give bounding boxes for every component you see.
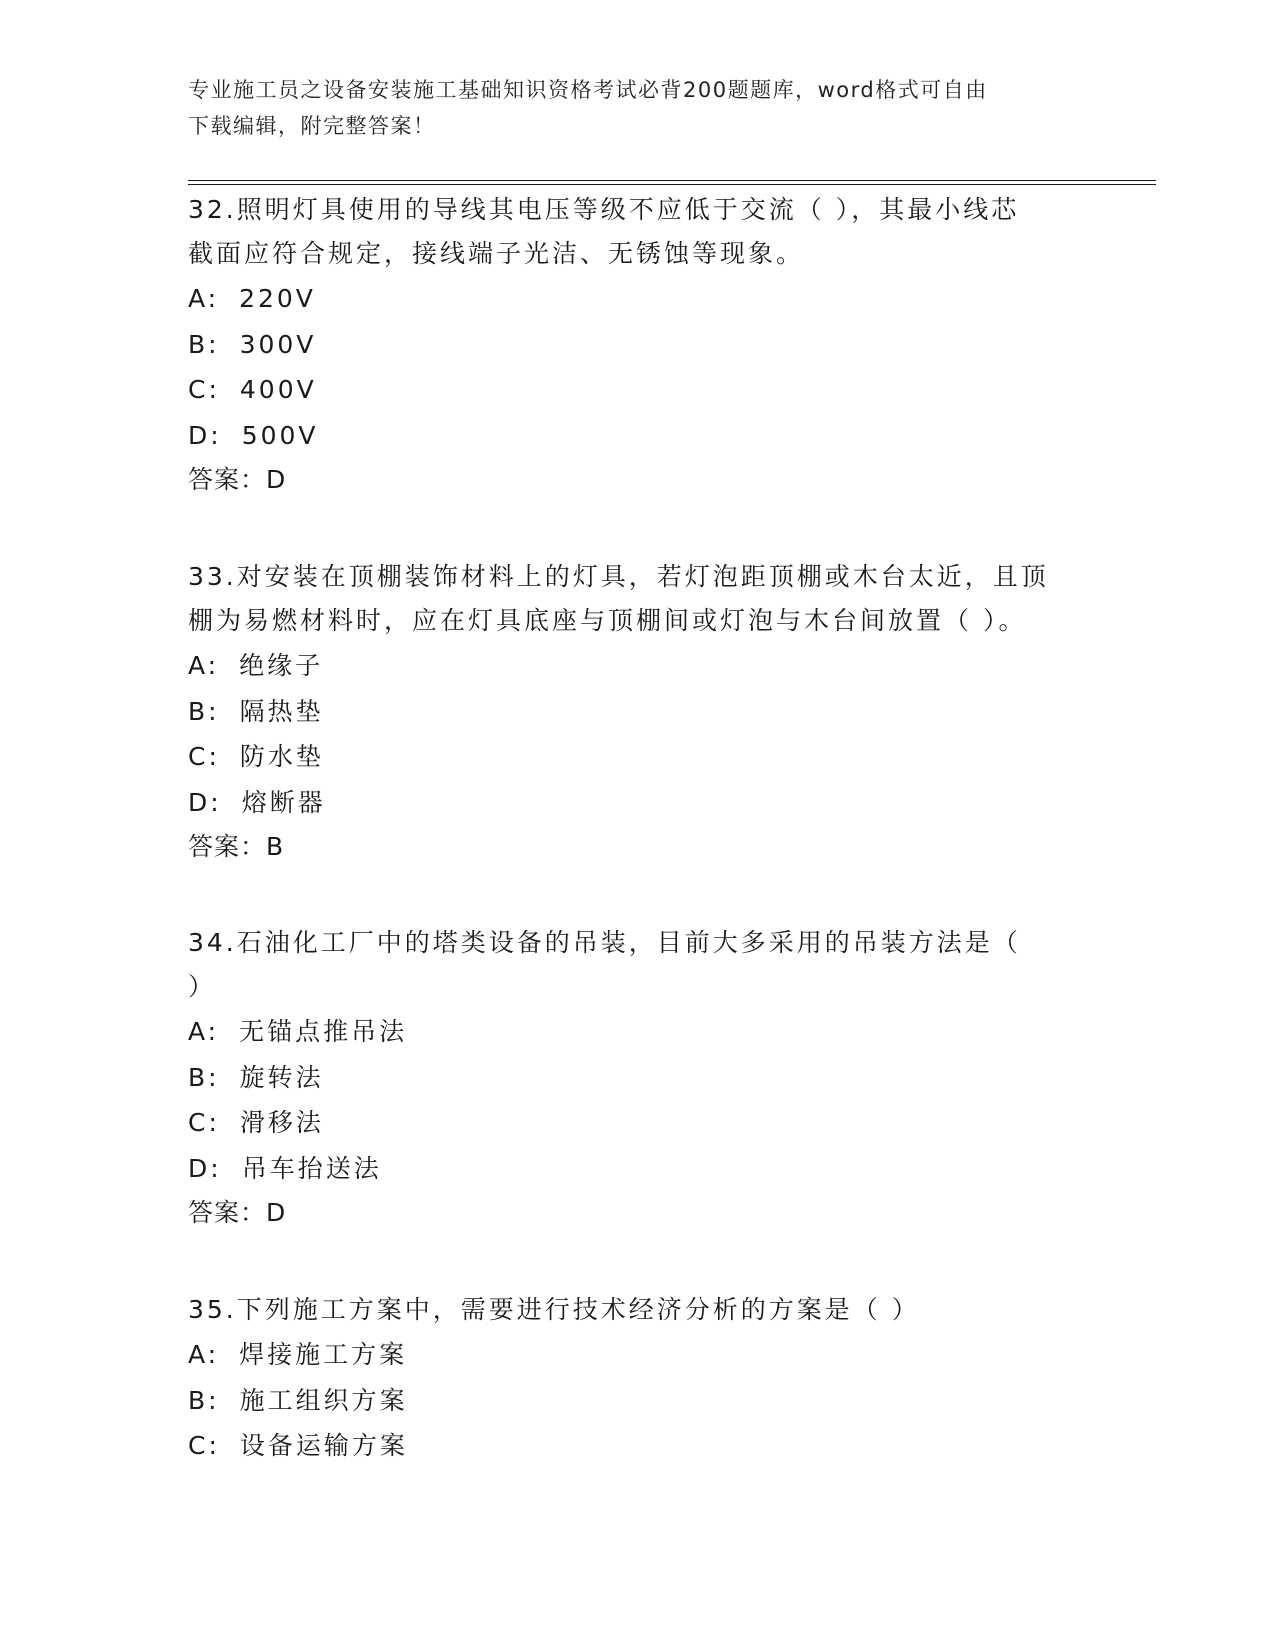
option-text: 熔断器 <box>241 787 326 817</box>
option-key: A: <box>188 1017 220 1046</box>
option-key: B: <box>188 1385 220 1415</box>
option-text: 焊接施工方案 <box>239 1340 408 1369</box>
option-key: A: <box>188 651 220 680</box>
option-text: 300V <box>239 329 317 359</box>
option-text: 隔热垫 <box>239 696 324 726</box>
option-d <box>188 413 1088 459</box>
question-text-line-1: 34.石油化工厂中的塔类设备的吊装，目前大多采用的吊装方法是（ <box>188 928 1021 957</box>
option-c <box>188 1100 1088 1146</box>
option-a <box>188 276 1088 322</box>
option-c <box>188 367 1088 413</box>
option-key: B: <box>188 696 220 726</box>
question-text-line-2: ） <box>188 972 217 1001</box>
question-text-line-1: 33.对安装在顶棚装饰材料上的灯具，若灯泡距顶棚或木台太近，且顶 <box>188 562 1049 591</box>
answer-label: 答案：D <box>188 1198 287 1227</box>
option-a <box>188 1332 1088 1378</box>
option-a <box>188 1009 1088 1055</box>
option-text: 无锚点推吊法 <box>239 1017 408 1046</box>
option-b <box>188 1378 1088 1424</box>
header-line-1: 专业施工员之设备安装施工基础知识资格考试必背200题题库，word格式可自由 <box>188 78 988 102</box>
answer-label: 答案：B <box>188 832 285 861</box>
option-key: C: <box>188 375 220 404</box>
question-text-line-2: 截面应符合规定，接线端子光洁、无锈蚀等现象。 <box>188 239 805 268</box>
option-text: 220V <box>239 284 316 313</box>
option-key: A: <box>188 284 220 313</box>
option-b <box>188 1055 1088 1101</box>
question-32 <box>188 188 1088 502</box>
option-text: 吊车抬送法 <box>241 1153 382 1183</box>
option-text: 旋转法 <box>239 1062 324 1092</box>
question-33 <box>188 555 1088 869</box>
option-key: B: <box>188 329 220 359</box>
option-key: C: <box>188 742 220 771</box>
option-key: A: <box>188 1340 220 1369</box>
header-divider-top <box>188 180 1156 181</box>
option-d <box>188 1146 1088 1192</box>
option-key: D: <box>188 1153 222 1183</box>
option-d <box>188 780 1088 826</box>
option-key: B: <box>188 1062 220 1092</box>
option-a <box>188 643 1088 689</box>
option-b <box>188 689 1088 735</box>
option-text: 施工组织方案 <box>239 1385 408 1415</box>
question-34 <box>188 921 1088 1235</box>
option-key: D: <box>188 787 222 817</box>
answer-label: 答案：D <box>188 465 287 494</box>
question-35 <box>188 1288 1088 1469</box>
option-key: C: <box>188 1431 220 1460</box>
document-header <box>188 72 1068 144</box>
option-c <box>188 734 1088 780</box>
header-divider-bottom <box>188 184 1156 185</box>
option-text: 500V <box>241 420 319 450</box>
option-key: D: <box>188 420 222 450</box>
option-text: 防水垫 <box>239 742 324 771</box>
option-c <box>188 1423 1088 1469</box>
option-text: 设备运输方案 <box>239 1431 408 1460</box>
question-text-line-1: 32.照明灯具使用的导线其电压等级不应低于交流（ ），其最小线芯 <box>188 195 1020 224</box>
question-text-line-1: 35.下列施工方案中，需要进行技术经济分析的方案是（ ） <box>188 1295 920 1324</box>
header-line-2: 下载编辑，附完整答案！ <box>188 114 436 138</box>
option-text: 滑移法 <box>239 1108 324 1137</box>
option-b <box>188 322 1088 368</box>
option-text: 绝缘子 <box>239 651 324 680</box>
option-text: 400V <box>239 375 317 404</box>
option-key: C: <box>188 1108 220 1137</box>
question-text-line-2: 棚为易燃材料时，应在灯具底座与顶棚间或灯泡与木台间放置（ ）。 <box>188 606 1027 635</box>
